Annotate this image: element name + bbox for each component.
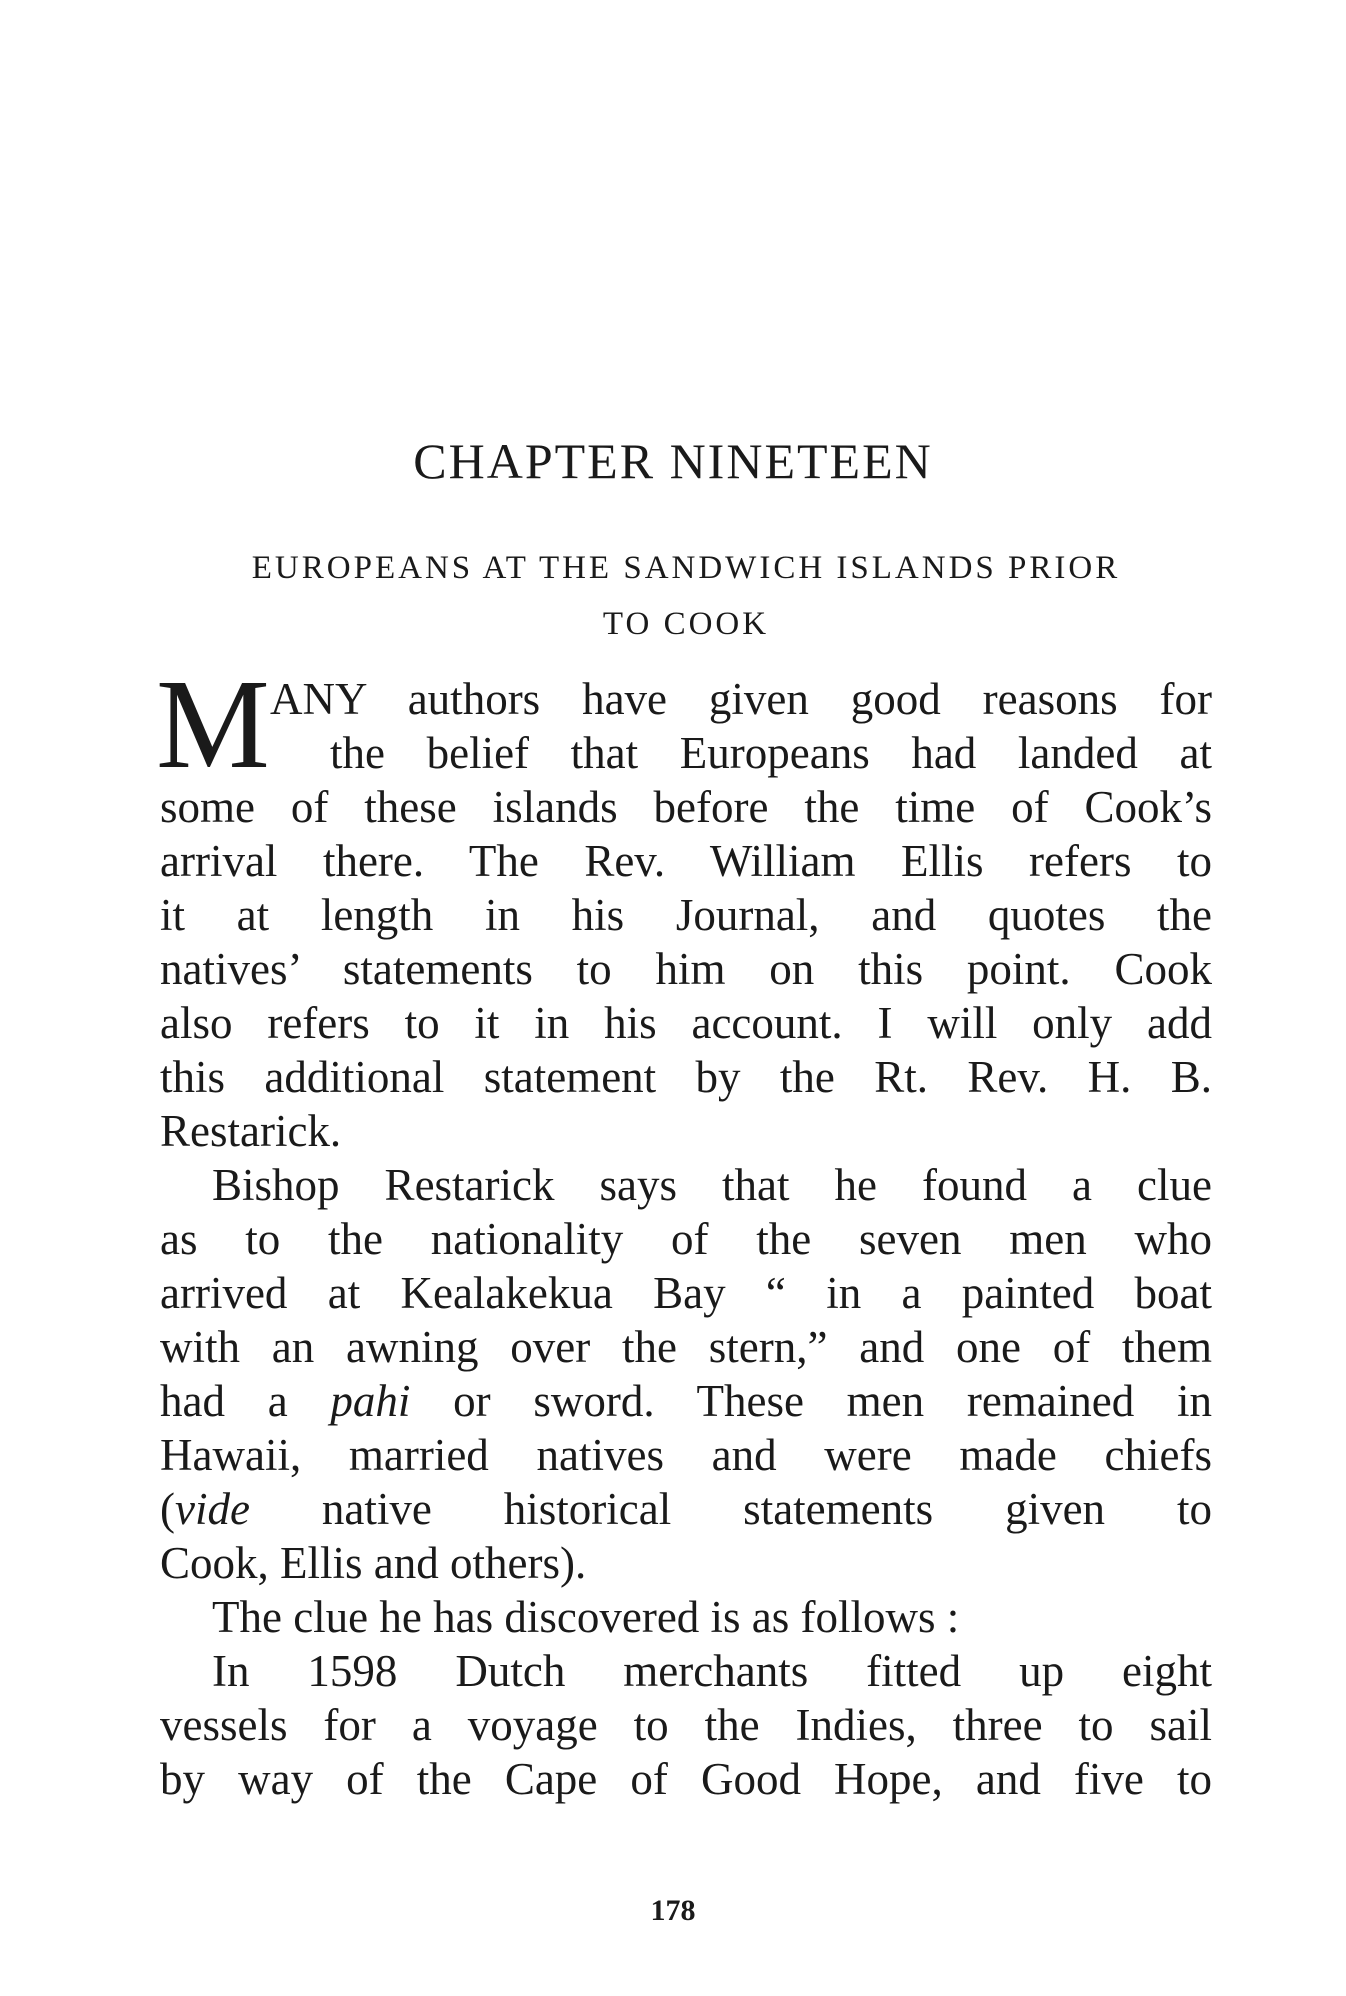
text-segment: or sword. These men remained in (410, 1376, 1212, 1426)
page-number: 178 (650, 1894, 696, 1927)
drop-cap-block (156, 653, 1212, 795)
text-segment: had a (160, 1376, 331, 1426)
text-line: Restarick. (160, 1106, 342, 1156)
text-segment: native historical statements given to (249, 1484, 1212, 1534)
text-line: the belief that Europeans had landed at (330, 728, 1212, 778)
subtitle-line: TO COOK (602, 606, 770, 642)
italic-word: pahi (330, 1376, 411, 1426)
subtitle-line: EUROPEANS AT THE SANDWICH ISLANDS PRIOR (251, 550, 1121, 586)
text-line (160, 1482, 1212, 1536)
text-line: by way of the Cape of Good Hope, and five to (160, 1754, 1212, 1804)
text-line: ANY authors have given good reasons for (270, 674, 1212, 724)
chapter-subtitle (160, 540, 1212, 652)
text-line: this additional statement by the Rt. Rev. H. B. (160, 1052, 1212, 1102)
text-line (160, 1374, 1212, 1428)
text-line: some of these islands before the time of Cook’s (160, 782, 1212, 832)
text-line: In 1598 Dutch merchants fitted up eight (212, 1646, 1212, 1696)
text-line: vessels for a voyage to the Indies, three to sail (160, 1700, 1212, 1750)
text-line: also refers to it in his account. I will only add (160, 998, 1212, 1048)
text-line: arrival there. The Rev. William Ellis refers to (160, 836, 1212, 886)
text-line: natives’ statements to him on this point. Cook (160, 944, 1212, 994)
paragraph-1 (156, 653, 1212, 1158)
text-line: The clue he has discovered is as follows : (212, 1592, 960, 1642)
text-line: it at length in his Journal, and quotes the (160, 890, 1212, 940)
chapter-title: CHAPTER NINETEEN (413, 433, 933, 489)
text-segment: ( (160, 1484, 175, 1534)
text-line: Hawaii, married natives and were made chiefs (160, 1430, 1212, 1480)
text-line: Cook, Ellis and others). (160, 1538, 587, 1588)
drop-cap: M (156, 653, 270, 795)
italic-word: vide (175, 1484, 250, 1534)
body-text (156, 653, 1212, 1806)
text-line: with an awning over the stern,” and one of them (160, 1322, 1212, 1372)
paragraph-3 (160, 1590, 1212, 1644)
text-line: arrived at Kealakekua Bay “ in a painted boat (160, 1268, 1212, 1318)
paragraph-4 (160, 1644, 1212, 1806)
text-line: as to the nationality of the seven men who (160, 1214, 1212, 1264)
text-line: Bishop Restarick says that he found a clue (212, 1160, 1212, 1210)
paragraph-2 (160, 1158, 1212, 1590)
